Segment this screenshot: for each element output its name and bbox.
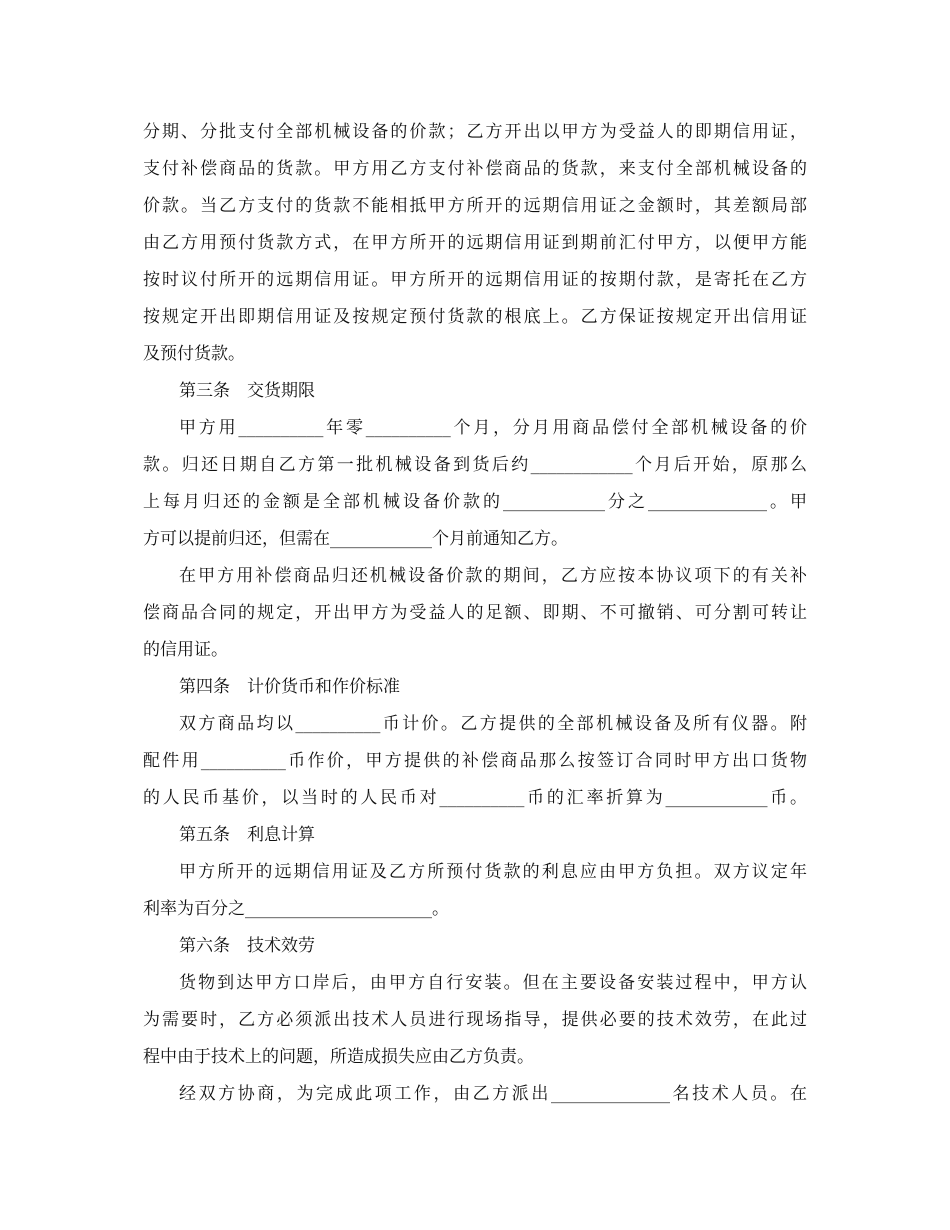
document-page bbox=[143, 114, 807, 1113]
text-line: 按时议付所开的远期信用证。甲方所开的远期信用证的按期付款，是寄托在乙方 bbox=[143, 270, 807, 290]
text-line: 款。归还日期自乙方第一批机械设备到货后约____________个月后开始，原那么 bbox=[143, 455, 807, 475]
text-line: 甲方用__________年零__________个月，分月用商品偿付全部机械设备的价 bbox=[179, 418, 807, 438]
text-line: 上每月归还的金额是全部机械设备价款的____________分之______________。甲 bbox=[143, 492, 807, 512]
text-line: 第六条 技术效劳 bbox=[179, 936, 315, 956]
text-line: 支付补偿商品的货款。甲方用乙方支付补偿商品的货款，来支付全部机械设备的 bbox=[143, 159, 807, 179]
text-line: 价款。当乙方支付的货款不能相抵甲方所开的远期信用证之金额时，其差额局部 bbox=[143, 196, 807, 216]
text-line: 在甲方用补偿商品归还机械设备价款的期间，乙方应按本协议项下的有关补 bbox=[179, 566, 807, 586]
text-line: 配件用__________币作价，甲方提供的补偿商品那么按签订合同时甲方出口货物 bbox=[143, 751, 807, 771]
text-line: 的人民币基价，以当时的人民币对__________币的汇率折算为____________币。 bbox=[143, 788, 807, 808]
text-line: 分期、分批支付全部机械设备的价款；乙方开出以甲方为受益人的即期信用证， bbox=[143, 122, 807, 142]
text-line: 为需要时，乙方必须派出技术人员进行现场指导，提供必要的技术效劳，在此过 bbox=[143, 1010, 807, 1030]
text-line: 双方商品均以__________币计价。乙方提供的全部机械设备及所有仪器。附 bbox=[179, 714, 807, 734]
text-line: 第五条 利息计算 bbox=[179, 825, 315, 845]
text-line: 及预付货款。 bbox=[143, 344, 245, 364]
text-line: 经双方协商，为完成此项工作，由乙方派出______________名技术人员。在 bbox=[179, 1084, 807, 1104]
text-line: 利率为百分之______________________。 bbox=[143, 899, 449, 919]
text-line: 程中由于技术上的问题，所造成损失应由乙方负责。 bbox=[143, 1047, 534, 1067]
text-line: 按规定开出即期信用证及按规定预付货款的根底上。乙方保证按规定开出信用证 bbox=[143, 307, 807, 327]
text-line: 的信用证。 bbox=[143, 640, 228, 660]
text-line: 货物到达甲方口岸后，由甲方自行安装。但在主要设备安装过程中，甲方认 bbox=[179, 973, 807, 993]
text-line: 第四条 计价货币和作价标准 bbox=[179, 677, 400, 697]
text-line: 第三条 交货期限 bbox=[179, 381, 315, 401]
text-line: 甲方所开的远期信用证及乙方所预付货款的利息应由甲方负担。双方议定年 bbox=[179, 862, 807, 882]
text-line: 由乙方用预付货款方式，在甲方所开的远期信用证到期前汇付甲方，以便甲方能 bbox=[143, 233, 807, 253]
text-line: 偿商品合同的规定，开出甲方为受益人的足额、即期、不可撤销、可分割可转让 bbox=[143, 603, 807, 623]
text-line: 方可以提前归还，但需在____________个月前通知乙方。 bbox=[143, 529, 568, 549]
